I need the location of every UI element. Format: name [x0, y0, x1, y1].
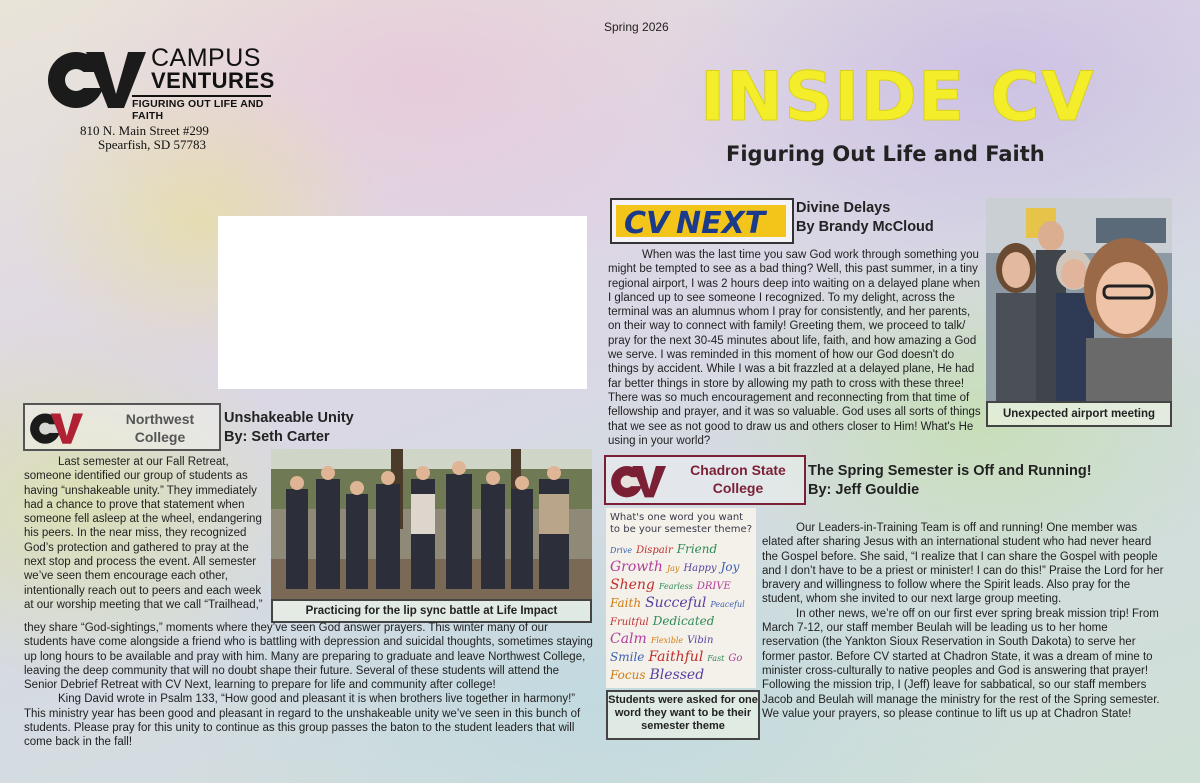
cvnext-logo-box	[610, 198, 794, 244]
mailing-label-area	[218, 216, 587, 389]
whiteboard-word: Dedicated	[652, 614, 715, 628]
chadron-label: Chadron State College	[690, 462, 786, 496]
northwest-paragraph-1: Last semester at our Fall Retreat, someone identified our group of students as having “unshakeable unity.” They immediately had a chance to prove that statement when someone fell asleep at the wheel, endangering his peers. In the near miss, they recognized God’s protection and gathered to pray at the next stop and process the event. All semester we’ve seen them encourage each other, intentionally reach out to peers and each week at our worship meeting that we call “Trailhead,”	[24, 456, 263, 611]
whiteboard-word: Vibin	[687, 635, 714, 646]
logo-line-ventures: VENTURES	[151, 68, 275, 93]
northwest-label-box	[23, 403, 221, 451]
northwest-paragraph-2: King David wrote in Psalm 133, “How good and pleasant it is when brothers live together in harmony!” This ministry year has been good and pleasant in regard to the unshakeable unity we’ve seen in this bunch of students. Please pray for this unity to continue as this group passes the baton to the student leaders that will come back in the fall!	[24, 693, 581, 749]
issue-date: Spring 2026	[604, 20, 669, 34]
whiteboard-word: Focus	[610, 668, 646, 682]
whiteboard-word: Flexible	[650, 636, 684, 645]
whiteboard-title: What's one word you want to be your semester theme?	[610, 512, 753, 535]
whiteboard-word: Sheng	[610, 577, 655, 593]
cvnext-body	[608, 248, 982, 448]
logo-tagline: FIGURING OUT LIFE AND FAITH	[132, 95, 271, 122]
whiteboard-word: Fruitful	[610, 617, 649, 628]
airport-photo-caption: Unexpected airport meeting	[986, 401, 1172, 427]
whiteboard-caption: Students were asked for one word they want to be their semester theme	[606, 690, 760, 740]
whiteboard-photo	[606, 508, 756, 688]
whiteboard-word: Blessed	[649, 667, 705, 683]
lip-sync-photo	[271, 449, 592, 599]
cvnext-logo	[612, 200, 792, 242]
svg-text:CV: CV	[624, 206, 670, 241]
chadron-paragraph-2: In other news, we’re off on our first ever spring break mission trip! From March 7-12, our staff member Beulah will be leading us to her home reservation (the Yankton Sioux Reservation in South Dakota) to serve her former pastor. Before CV started at Chadron State, it was a dream of mine to minister cross-culturally to native peoples and God is answering that prayer! Following the mission trip, I (Jeff) leave for sabbatical, so our staff members Jacob and Beulah will manage the ministry for the rest of the Spring semester. We value your prayers, so please continue to lift us up at Chadron State!	[762, 607, 1160, 720]
cvnext-byline: By Brandy McCloud	[796, 219, 934, 235]
whiteboard-word: Go	[728, 653, 743, 664]
whiteboard-word: Faithful	[648, 649, 704, 665]
northwest-byline: By: Seth Carter	[224, 429, 330, 445]
whiteboard-word: Dispair	[636, 545, 673, 556]
whiteboard-word: Peaceful	[710, 600, 745, 609]
chadron-paragraph-1: Our Leaders-in-Training Team is off and running! One member was elated after sharing Jesus with an international student who had never heard the Gospel before. She said, “I realize that I can share the Gospel with people and I don’t have to be a priest or minister! I can do this!” Praise the Lord for her bravery and willingness to follow where the Spirit leads. Also pray for the student, whom she invited to our next large group meeting.	[762, 522, 1164, 606]
chadron-cv-mark	[610, 460, 666, 500]
chadron-label-box	[604, 455, 806, 505]
whiteboard-word: Succeful	[645, 595, 707, 611]
lip-sync-caption: Practicing for the lip sync battle at Life Impact	[271, 599, 592, 623]
masthead-title: INSIDE CV	[700, 58, 1095, 137]
cvnext-title: Divine Delays	[796, 200, 891, 216]
airport-photo	[986, 198, 1172, 401]
northwest-cv-mark	[29, 408, 83, 446]
whiteboard-word: Friend	[676, 542, 718, 556]
masthead-subtitle: Figuring Out Life and Faith	[726, 142, 1045, 166]
svg-text:NEXT: NEXT	[676, 206, 766, 241]
airport-photo-image	[986, 198, 1172, 401]
whiteboard-word: Calm	[610, 631, 647, 647]
whiteboard-word: Joy	[720, 560, 740, 574]
address-line-2: Spearfish, SD 57783	[98, 137, 206, 152]
northwest-title: Unshakeable Unity	[224, 410, 354, 426]
chadron-article-heading	[808, 462, 1092, 500]
whiteboard-word: Happy	[683, 563, 717, 574]
cvnext-article-heading	[796, 199, 934, 237]
mailing-address	[80, 124, 209, 152]
chadron-byline: By: Jeff Gouldie	[808, 482, 920, 498]
whiteboard-words	[610, 540, 752, 686]
logo-line-campus: CAMPUS	[151, 44, 261, 72]
whiteboard-word: Fast	[707, 654, 725, 663]
campus-ventures-logo	[46, 44, 275, 122]
whiteboard-word: DRIVE	[696, 581, 731, 592]
whiteboard-word: Growth	[610, 559, 663, 575]
whiteboard-word: Drive	[610, 546, 633, 555]
northwest-label: Northwest College	[125, 411, 195, 445]
whiteboard-word: Faith	[610, 596, 642, 610]
lip-sync-photo-image	[271, 449, 592, 599]
whiteboard-word: Smile	[610, 650, 645, 664]
northwest-body-bottom	[24, 621, 594, 750]
cv-logo-mark	[46, 44, 146, 110]
northwest-body-top	[24, 455, 266, 612]
chadron-body	[762, 521, 1166, 721]
chadron-title: The Spring Semester is Off and Running!	[808, 463, 1092, 479]
northwest-article-heading	[224, 409, 354, 447]
whiteboard-word: Jay	[666, 564, 680, 573]
address-line-1: 810 N. Main Street #299	[80, 123, 209, 138]
northwest-paragraph-1-continued: they share “God-sightings,” moments where they’ve seen God answer prayers. This winter many of our students have come alongside a friend who is battling with depression and suicidal thoughts, sometimes staying up long hours to be available and pray with him. Many are preparing to graduate and leave Northwest College, leaving the deep community that will no doubt shape their future. Several of these students will attend the Senior Debrief Retreat with CV Next, learning to prepare for life and community after college!	[24, 622, 593, 692]
cvnext-paragraph: When was the last time you saw God work through something you might be tempted to see as a bad thing? Well, this past summer, in a tiny regional airport, I was 2 hours deep into waiting on a delayed plane when I glanced up to see someone I recognized. To my delight, across the terminal was an alumnus whom I pray for consistently, and her parents, on their way to connect with family! Greeting them, we proceed to talk/ pray for the next 30-45 minutes about life, faith, and how amazing a God we serve. I was reminded in this moment of how our God doesn't do things by accident. While I was a bit frazzled at a delayed plane, He had far better things in store by allowing my path to cross with these three! There was so much encouragement and reconnecting from that time of fellowship and prayer, and it was so valuable. God uses all sorts of things that we see as not good to draw us and others closer to Him! What's He using in your world?	[608, 249, 981, 447]
whiteboard-word: Fearless	[658, 582, 693, 591]
